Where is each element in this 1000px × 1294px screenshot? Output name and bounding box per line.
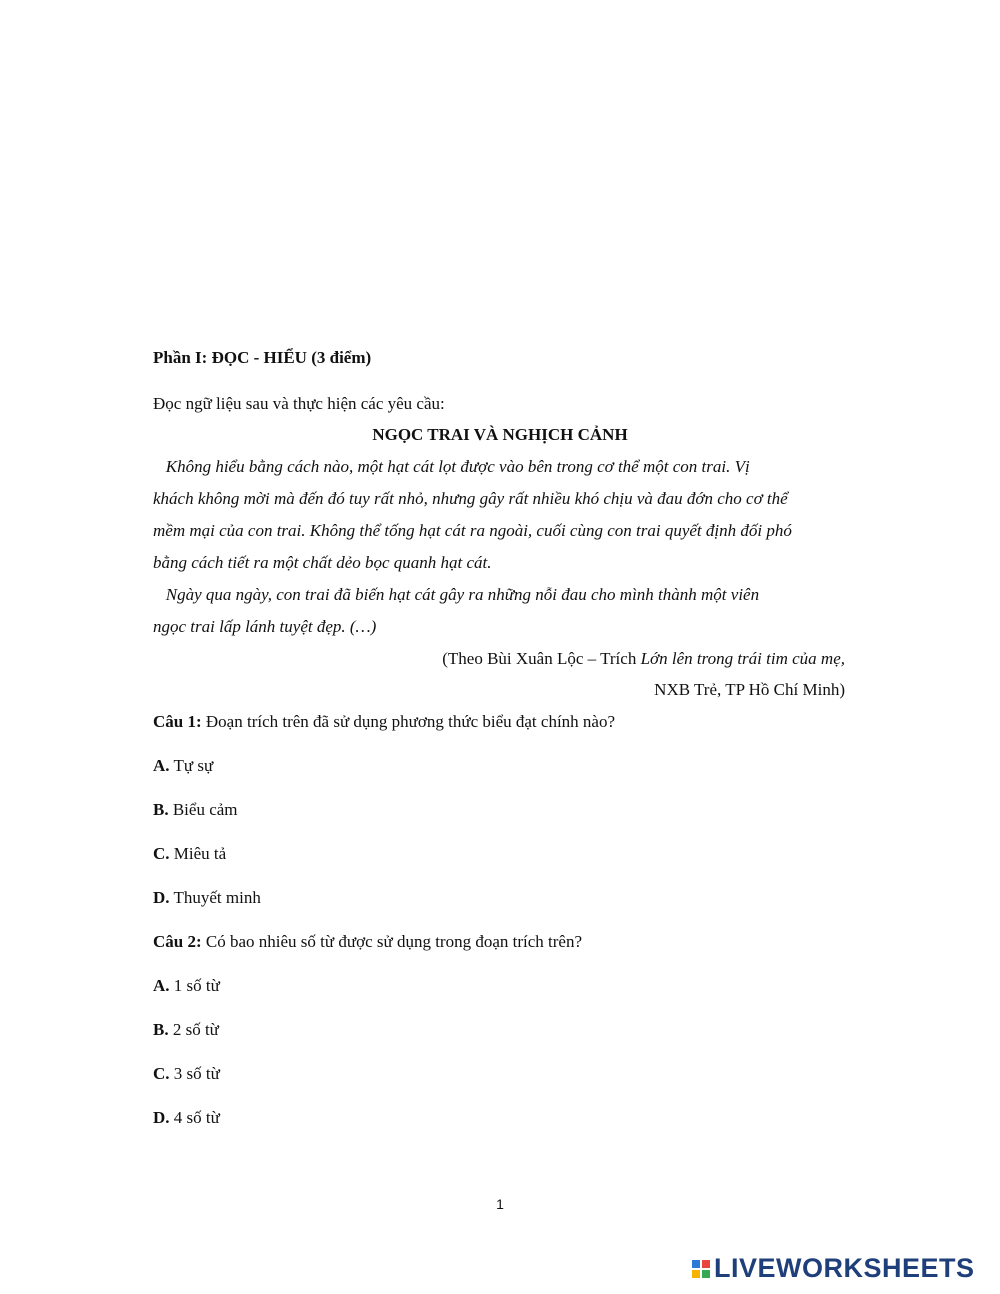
source-publisher: NXB Trẻ, TP Hồ Chí Minh) — [654, 680, 845, 699]
source-prefix: (Theo Bùi Xuân Lộc – Trích — [442, 649, 641, 668]
section-title: Phần I: ĐỌC - HIỂU (3 điểm) — [153, 348, 372, 367]
logo-text: LIVEWORKSHEETS — [714, 1253, 975, 1283]
option-letter: A. — [153, 756, 170, 775]
option-text: Tự sự — [169, 756, 214, 775]
passage-line: mềm mại của con trai. Không thể tống hạt cát ra ngoài, cuối cùng con trai quyết định đối phó — [153, 521, 792, 540]
option-text: Miêu tả — [169, 844, 227, 863]
option-2b[interactable] — [153, 1020, 219, 1040]
option-letter: C. — [153, 1064, 170, 1083]
option-letter: D. — [153, 888, 170, 907]
option-1b[interactable] — [153, 800, 238, 820]
logo-mark-icon — [692, 1260, 710, 1278]
option-text: Thuyết minh — [169, 888, 261, 907]
logo-square-icon — [702, 1260, 710, 1268]
option-2d[interactable] — [153, 1108, 220, 1128]
question-2 — [153, 932, 582, 952]
passage-line: khách không mời mà đến đó tuy rất nhỏ, nhưng gây rất nhiều khó chịu và đau đớn cho cơ thể — [153, 489, 788, 508]
question-1 — [153, 712, 615, 732]
option-text: 3 số từ — [169, 1064, 220, 1083]
passage-line: bằng cách tiết ra một chất dẻo bọc quanh hạt cát. — [153, 553, 492, 572]
passage-line: Không hiểu bằng cách nào, một hạt cát lọt được vào bên trong cơ thể một con trai. Vị — [153, 457, 750, 476]
option-letter: B. — [153, 800, 169, 819]
option-2a[interactable] — [153, 976, 220, 996]
option-letter: A. — [153, 976, 170, 995]
source-citation — [442, 649, 845, 669]
option-text: 2 số từ — [168, 1020, 219, 1039]
option-1c[interactable] — [153, 844, 226, 864]
option-1a[interactable] — [153, 756, 213, 776]
question-text: Có bao nhiêu số từ được sử dụng trong đoạn trích trên? — [201, 932, 582, 951]
option-letter: B. — [153, 1020, 169, 1039]
option-text: 4 số từ — [169, 1108, 220, 1127]
page-number: 1 — [496, 1196, 504, 1212]
passage-line: ngọc trai lấp lánh tuyệt đẹp. (…) — [153, 617, 377, 636]
option-text: 1 số từ — [169, 976, 220, 995]
source-book: Lớn lên trong trái tim của mẹ, — [640, 649, 845, 668]
logo-square-icon — [692, 1270, 700, 1278]
question-label: Câu 1: — [153, 712, 202, 731]
logo-square-icon — [702, 1270, 710, 1278]
option-letter: D. — [153, 1108, 170, 1127]
question-text: Đoạn trích trên đã sử dụng phương thức biểu đạt chính nào? — [201, 712, 616, 731]
option-text: Biểu cảm — [168, 800, 238, 819]
question-label: Câu 2: — [153, 932, 202, 951]
option-2c[interactable] — [153, 1064, 220, 1084]
passage-title: NGỌC TRAI VÀ NGHỊCH CẢNH — [372, 425, 628, 444]
passage-line: Ngày qua ngày, con trai đã biến hạt cát gây ra những nỗi đau cho mình thành một viên — [153, 585, 760, 604]
liveworksheets-logo — [692, 1253, 975, 1284]
instruction: Đọc ngữ liệu sau và thực hiện các yêu cầu: — [153, 394, 445, 413]
option-letter: C. — [153, 844, 170, 863]
option-1d[interactable] — [153, 888, 261, 908]
logo-square-icon — [692, 1260, 700, 1268]
